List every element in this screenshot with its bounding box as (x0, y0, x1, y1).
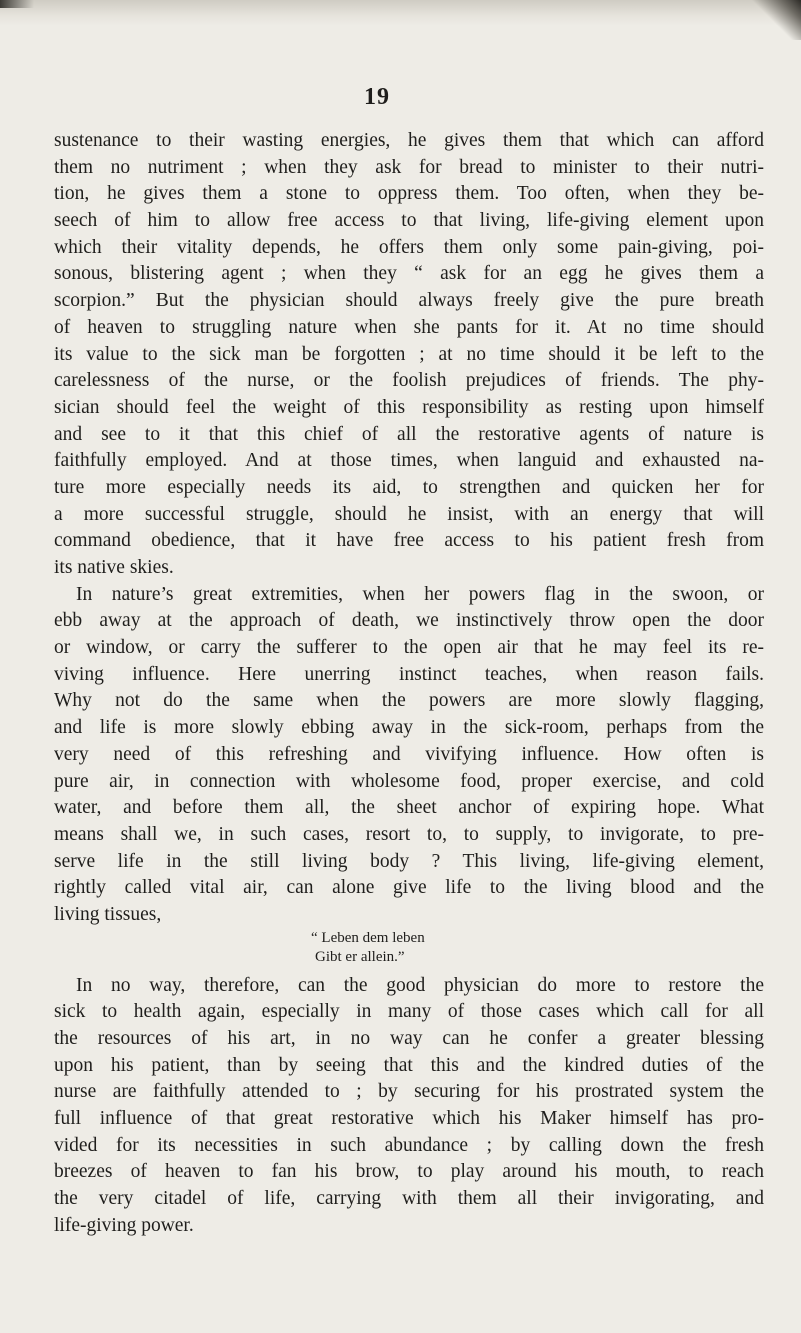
text-line: full influence of that great restorative which his Maker himself has pro- (54, 1108, 764, 1130)
text-line: scorpion.” But the physician should always freely give the pure breath (54, 290, 764, 312)
text-line: very need of this refreshing and vivifying influence. How often is (54, 743, 764, 765)
page-body (54, 128, 764, 1240)
text-line: In no way, therefore, can the good physician do more to restore the (76, 974, 764, 996)
text-line: and see to it that this chief of all the restorative agents of nature is (54, 423, 764, 445)
text-line: sustenance to their wasting energies, he gives them that which can afford (54, 130, 764, 151)
text-line: ture more especially needs its aid, to strengthen and quicken her for (54, 476, 764, 498)
text-line: sick to health again, especially in many of those cases which call for all (54, 1001, 764, 1023)
text-line: Why not do the same when the powers are more slowly flagging, (54, 690, 764, 712)
text-line: serve life in the still living body ? This living, life-giving element, (54, 850, 764, 872)
text-line: and life is more slowly ebbing away in the sick-room, perhaps from the (54, 717, 764, 739)
text-line: breezes of heaven to fan his brow, to play around his mouth, to reach (54, 1161, 764, 1183)
text-line: nurse are faithfully attended to ; by securing for his prostrated system the (54, 1081, 764, 1103)
text-line: tion, he gives them a stone to oppress them. Too often, when they be- (54, 183, 764, 205)
text-line: the very citadel of life, carrying with them all their invigorating, and (54, 1188, 764, 1210)
scan-corner-right (731, 0, 801, 40)
text-line: the resources of his art, in no way can he confer a greater blessing (54, 1028, 764, 1049)
text-line: of heaven to struggling nature when she pants for it. At no time should (54, 316, 764, 338)
text-line: life-giving power. (54, 1214, 194, 1236)
text-line: its value to the sick man be forgotten ; at no time should it be left to the (54, 343, 764, 365)
quote-line: “ Leben dem leben (311, 929, 425, 946)
paragraph-2 (54, 582, 764, 929)
text-line: upon his patient, than by seeing that this and the kindred duties of the (54, 1054, 764, 1076)
text-line: a more successful struggle, should he insist, with an energy that will (54, 503, 764, 525)
text-line: vided for its necessities in such abundance ; by calling down the fresh (54, 1134, 764, 1156)
text-line: rightly called vital air, can alone give life to the living blood and the (54, 877, 764, 899)
text-line: seech of him to allow free access to that living, life-giving element upon (54, 210, 764, 232)
scan-shadow (0, 0, 801, 26)
text-line: or window, or carry the sufferer to the open air that he may feel its re- (54, 637, 764, 659)
text-line: which their vitality depends, he offers them only some pain-giving, poi- (54, 236, 764, 258)
text-line: faithfully employed. And at those times, when languid and exhausted na- (54, 450, 764, 472)
paragraph-3 (54, 973, 764, 1240)
text-line: command obedience, that it have free access to his patient fresh from (54, 530, 764, 552)
text-line: sician should feel the weight of this responsibility as resting upon himself (54, 396, 764, 418)
block-quote (311, 929, 764, 967)
paragraph-1 (54, 128, 764, 582)
text-line: viving influence. Here unerring instinct teaches, when reason fails. (54, 663, 764, 685)
text-line: ebb away at the approach of death, we instinctively throw open the door (54, 610, 764, 632)
text-line: carelessness of the nurse, or the foolish prejudices of friends. The phy- (54, 370, 764, 392)
quote-line: Gibt er allein.” (315, 948, 405, 965)
text-line: living tissues, (54, 903, 162, 925)
text-line: its native skies. (54, 557, 174, 578)
text-line: In nature’s great extremities, when her powers flag in the swoon, or (76, 583, 764, 605)
text-line: sonous, blistering agent ; when they “ ask for an egg he gives them a (54, 263, 764, 285)
scan-corner-left (0, 0, 34, 8)
text-line: means shall we, in such cases, resort to, to supply, to invigorate, to pre- (54, 823, 764, 845)
text-line: them no nutriment ; when they ask for bread to minister to their nutri- (54, 156, 764, 178)
text-line: pure air, in connection with wholesome food, proper exercise, and cold (54, 770, 764, 792)
page-number: 19 (364, 84, 390, 110)
text-line: water, and before them all, the sheet anchor of expiring hope. What (54, 797, 764, 819)
